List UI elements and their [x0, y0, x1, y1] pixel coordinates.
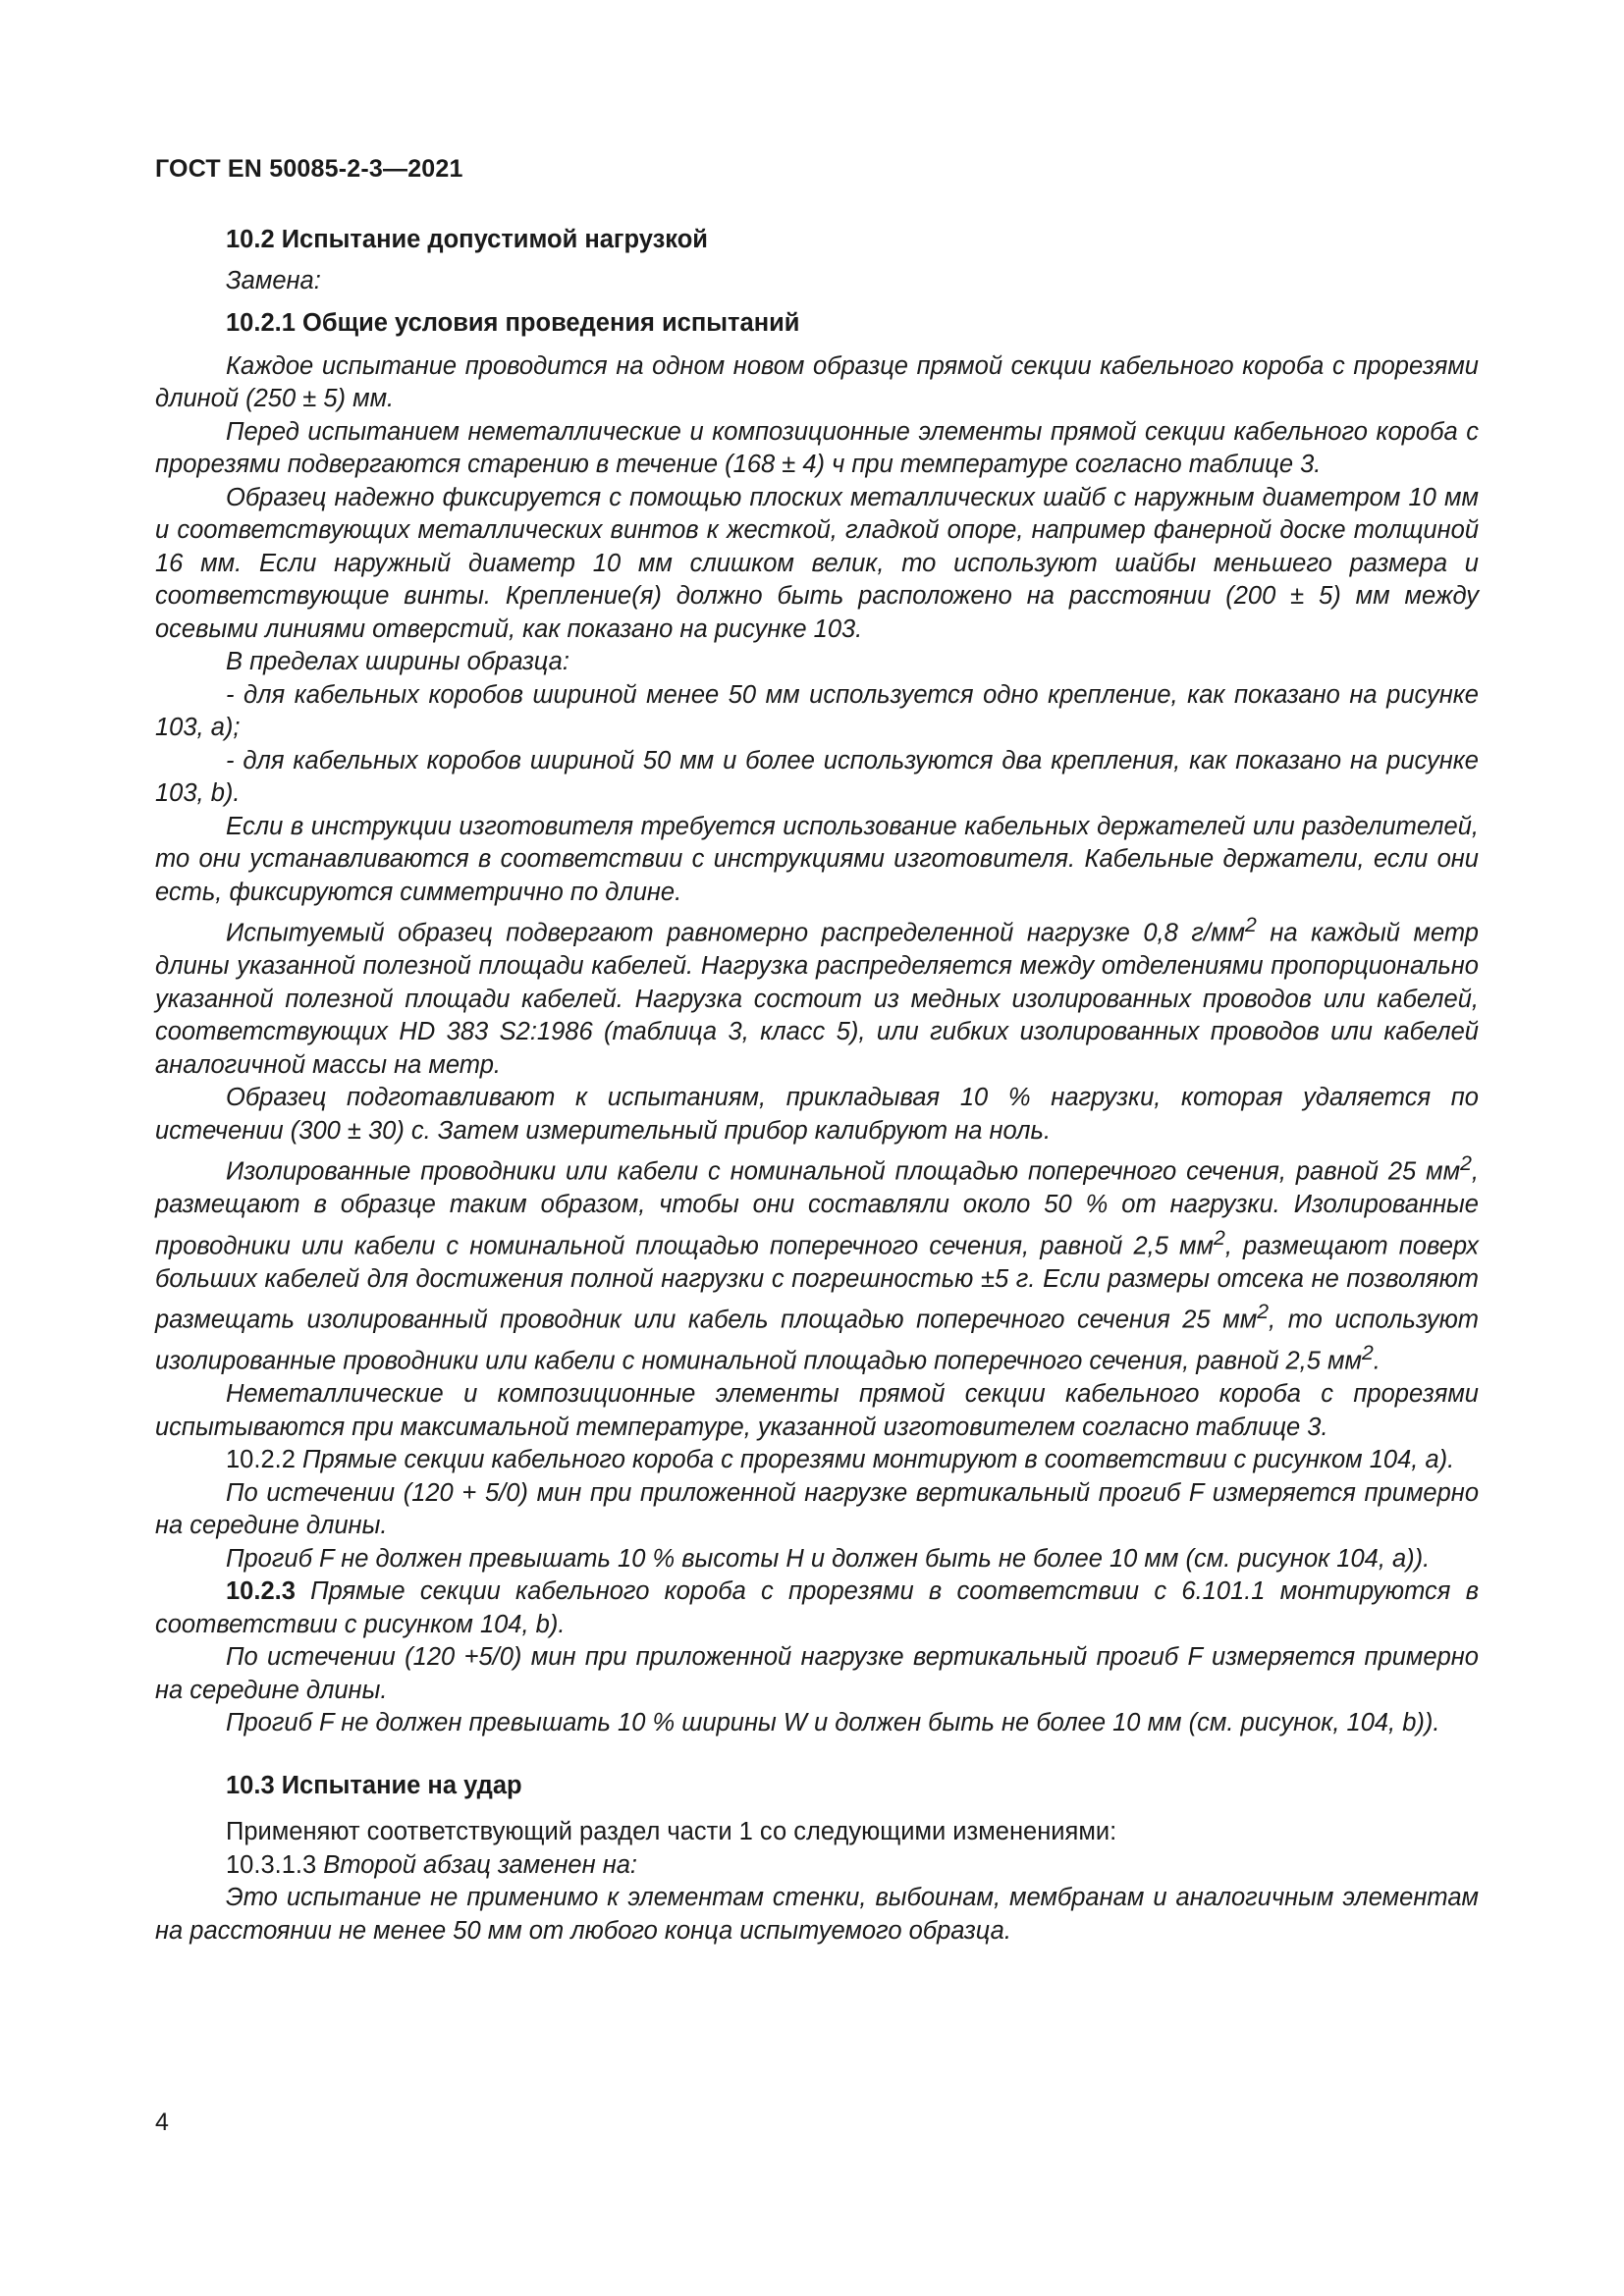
paragraph: Образец подготавливают к испытаниям, прикладывая 10 % нагрузки, которая удаляется по истечении (300 ± 30) с. Затем измерительный прибор калибруют на ноль.: [155, 1084, 1479, 1145]
paragraph: Прогиб F не должен превышать 10 % высоты H и должен быть не более 10 мм (см. рисунок 104, а)).: [226, 1544, 1431, 1573]
paragraph: [155, 1444, 1479, 1477]
paragraph-text: .: [1373, 1347, 1380, 1375]
paragraph-text: Испытуемый образец подвергают равномерно распределенной нагрузке 0,8 г/мм: [226, 919, 1245, 947]
clause-number: 10.2.3: [226, 1577, 296, 1605]
paragraph: [155, 1148, 1479, 1378]
list-item: - для кабельных коробов шириной менее 50 мм используется одно крепление, как показано на рисунке 103, а);: [155, 680, 1479, 741]
superscript: 2: [1257, 1300, 1270, 1323]
paragraph: [155, 1575, 1479, 1641]
paragraph: [155, 1849, 1479, 1883]
superscript: 2: [1244, 913, 1257, 936]
paragraph-text: , то используют изолированные проводники или кабели с номинальной площадью поперечного сечения, равной 2,5 мм: [155, 1306, 1479, 1375]
paragraph: По истечении (120 +5/0) мин при приложенной нагрузке вертикальный прогиб F измеряется примерно на середине длины.: [155, 1643, 1479, 1704]
paragraph: Перед испытанием неметаллические и композиционные элементы прямой секции кабельного короба с прорезями подвергаются старению в течение (168 ± 4) ч при температуре согласно таблице 3.: [155, 417, 1479, 478]
section-10-2-1-heading: 10.2.1 Общие условия проведения испытаний: [226, 309, 800, 337]
clause-number: 10.3.1.3: [226, 1850, 317, 1879]
page-content: [155, 224, 1479, 1948]
page-number: 4: [155, 2109, 169, 2136]
paragraph-text: Изолированные проводники или кабели с номинальной площадью поперечного сечения, равной 25 мм: [226, 1157, 1461, 1186]
paragraph-text: , размещают поверх больших кабелей для достижения полной нагрузки с погрешностью ±5 г. Если размеры отсека не позволяют размещать изолированный проводник или кабель площадью поперечного сечения 25 мм: [155, 1232, 1479, 1334]
paragraph: По истечении (120 + 5/0) мин при приложенной нагрузке вертикальный прогиб F измеряется примерно на середине длины.: [155, 1478, 1479, 1539]
paragraph: Если в инструкции изготовителя требуется использование кабельных держателей или разделителей, то они устанавливаются в соответствии с инструкциями изготовителя. Кабельные держатели, если они есть, фиксируются симметрично по длине.: [155, 812, 1479, 906]
replacement-label: Замена:: [226, 266, 321, 294]
paragraph-text: на каждый метр длины указанной полезной площади кабелей. Нагрузка распределяется между отделениями пропорционально указанной полезной площади кабелей. Нагрузка состоит из медных изолированных проводов или кабелей, соответствующих HD 383 S2:1986 (таблица 3, класс 5), или гибких изолированных проводов или кабелей аналогичной массы на метр.: [155, 919, 1479, 1079]
paragraph: Каждое испытание проводится на одном новом образце прямой секции кабельного короба с прорезями длиной (250 ± 5) мм.: [155, 351, 1479, 412]
paragraph: Прогиб F не должен превышать 10 % ширины W и должен быть не более 10 мм (см. рисунок, 104, b)).: [226, 1709, 1440, 1736]
superscript: 2: [1213, 1225, 1225, 1250]
paragraph: Неметаллические и композиционные элементы прямой секции кабельного короба с прорезями испытываются при максимальной температуре, указанной изготовителем согласно таблице 3.: [155, 1380, 1479, 1441]
paragraph: [155, 909, 1479, 1082]
list-item: - для кабельных коробов шириной 50 мм и более используются два крепления, как показано на рисунке 103, b).: [155, 746, 1479, 807]
paragraph-text: Прямые секции кабельного короба с прорезями монтируют в соответствии с рисунком 104, а).: [295, 1446, 1455, 1473]
paragraph-text: Прямые секции кабельного короба с прорезями в соответствии с 6.101.1 монтируются в соответствии с рисунком 104, b).: [155, 1577, 1479, 1638]
paragraph: Применяют соответствующий раздел части 1 со следующими изменениями:: [226, 1818, 1117, 1845]
paragraph: Образец надежно фиксируется с помощью плоских металлических шайб с наружным диаметром 10 мм и соответствующих металлических винтов к жесткой, гладкой опоре, например фанерной доске толщиной 16 мм. Если наружный диаметр 10 мм слишком велик, то используют шайбы меньшего размера и соответствующие винты. Крепление(я) должно быть расположено на расстоянии (200 ± 5) мм между осевыми линиями отверстий, как показано на рисунке 103.: [155, 483, 1479, 643]
document-id-header: ГОСТ EN 50085-2-3—2021: [155, 155, 463, 183]
clause-number: 10.2.2: [226, 1446, 296, 1473]
section-10-3-heading: 10.3 Испытание на удар: [226, 1771, 522, 1799]
paragraph-text: , размещают в образце таким образом, чтобы они составляли около 50 % от нагрузки. Изолированные проводники или кабели с номинальной площадью поперечного сечения, равной 2,5 мм: [155, 1157, 1479, 1259]
paragraph-text: Второй абзац заменен на:: [316, 1850, 638, 1879]
paragraph: Это испытание не применимо к элементам стенки, выбоинам, мембранам и аналогичным элементам на расстоянии не менее 50 мм от любого конца испытуемого образца.: [155, 1884, 1479, 1945]
section-10-2-heading: 10.2 Испытание допустимой нагрузкой: [226, 226, 708, 253]
paragraph: В пределах ширины образца:: [226, 648, 569, 675]
superscript: 2: [1460, 1151, 1472, 1175]
superscript: 2: [1361, 1341, 1374, 1364]
